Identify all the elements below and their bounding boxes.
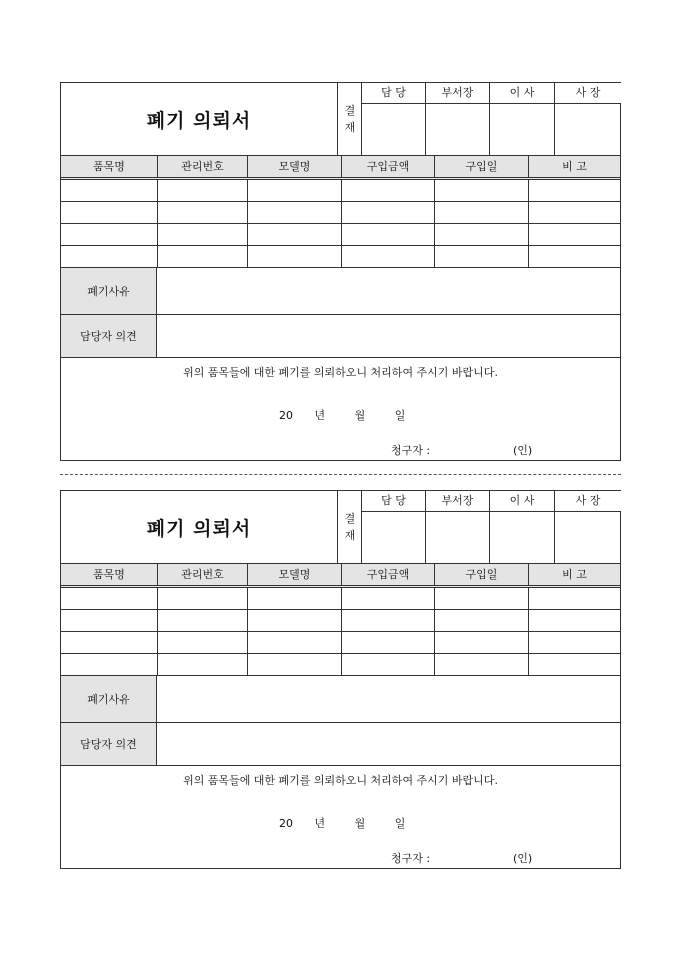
- approval-label: 결 재: [337, 83, 362, 155]
- disposal-reason-label: 폐기사유: [61, 268, 157, 314]
- form-footer: [61, 358, 620, 460]
- table-row: [61, 588, 620, 610]
- table-header: [61, 564, 620, 588]
- claimant-label: 청구자 :: [391, 444, 431, 457]
- item-table-body: [61, 180, 620, 268]
- column-model-name: 모델명: [247, 156, 341, 177]
- cut-line: [60, 474, 621, 475]
- form-title: 폐기 의뢰서: [146, 109, 252, 132]
- disposal-reason-field[interactable]: [157, 676, 620, 722]
- column-item-name: 품목명: [93, 568, 125, 581]
- seal-label: (인): [513, 852, 533, 865]
- approval-cell-director[interactable]: 이 사: [489, 491, 554, 563]
- request-date: 20 년 월 일: [279, 817, 406, 830]
- form-header: [61, 83, 620, 156]
- approval-cell-dept-head[interactable]: 부서장: [425, 83, 489, 155]
- manager-opinion-row: [61, 315, 620, 358]
- approval-cell-staff[interactable]: 담 당: [361, 491, 425, 563]
- table-row: [61, 180, 620, 202]
- approval-box: [337, 83, 621, 155]
- approval-cell-dept-head[interactable]: 부서장: [425, 491, 489, 563]
- request-statement: 위의 품목들에 대한 폐기를 의뢰하오니 처리하여 주시기 바랍니다.: [183, 366, 498, 379]
- approval-cell-staff[interactable]: 담 당: [361, 83, 425, 155]
- column-remarks: 비 고: [528, 156, 620, 177]
- column-item-name: 품목명: [93, 160, 125, 173]
- column-purchase-date: 구입일: [434, 564, 528, 585]
- column-purchase-date: 구입일: [434, 156, 528, 177]
- table-row: [61, 202, 620, 224]
- disposal-request-form-1: [60, 82, 621, 461]
- table-row: [61, 246, 620, 268]
- request-statement: 위의 품목들에 대한 폐기를 의뢰하오니 처리하여 주시기 바랍니다.: [183, 774, 498, 787]
- manager-opinion-row: [61, 723, 620, 766]
- form-footer: [61, 766, 620, 868]
- table-row: [61, 610, 620, 632]
- seal-label: (인): [513, 444, 533, 457]
- disposal-reason-field[interactable]: [157, 268, 620, 314]
- form-header: [61, 491, 620, 564]
- form-title: 폐기 의뢰서: [146, 517, 252, 540]
- manager-opinion-label: 담당자 의견: [61, 723, 157, 765]
- manager-opinion-field[interactable]: [157, 723, 620, 765]
- approval-cell-ceo[interactable]: 사 장: [554, 491, 621, 563]
- approval-box: [337, 491, 621, 563]
- approval-cell-ceo[interactable]: 사 장: [554, 83, 621, 155]
- table-row: [61, 654, 620, 676]
- column-asset-number: 관리번호: [157, 564, 247, 585]
- column-purchase-amount: 구입금액: [341, 564, 434, 585]
- column-asset-number: 관리번호: [157, 156, 247, 177]
- item-table-body: [61, 588, 620, 676]
- disposal-reason-row: [61, 676, 620, 723]
- approval-label: 결 재: [337, 491, 362, 563]
- claimant-label: 청구자 :: [391, 852, 431, 865]
- column-model-name: 모델명: [247, 564, 341, 585]
- request-date: 20 년 월 일: [279, 409, 406, 422]
- disposal-reason-row: [61, 268, 620, 315]
- table-header: [61, 156, 620, 180]
- column-remarks: 비 고: [528, 564, 620, 585]
- disposal-request-form-2: [60, 490, 621, 869]
- approval-cell-director[interactable]: 이 사: [489, 83, 554, 155]
- table-row: [61, 632, 620, 654]
- manager-opinion-label: 담당자 의견: [61, 315, 157, 357]
- disposal-reason-label: 폐기사유: [61, 676, 157, 722]
- table-row: [61, 224, 620, 246]
- manager-opinion-field[interactable]: [157, 315, 620, 357]
- column-purchase-amount: 구입금액: [341, 156, 434, 177]
